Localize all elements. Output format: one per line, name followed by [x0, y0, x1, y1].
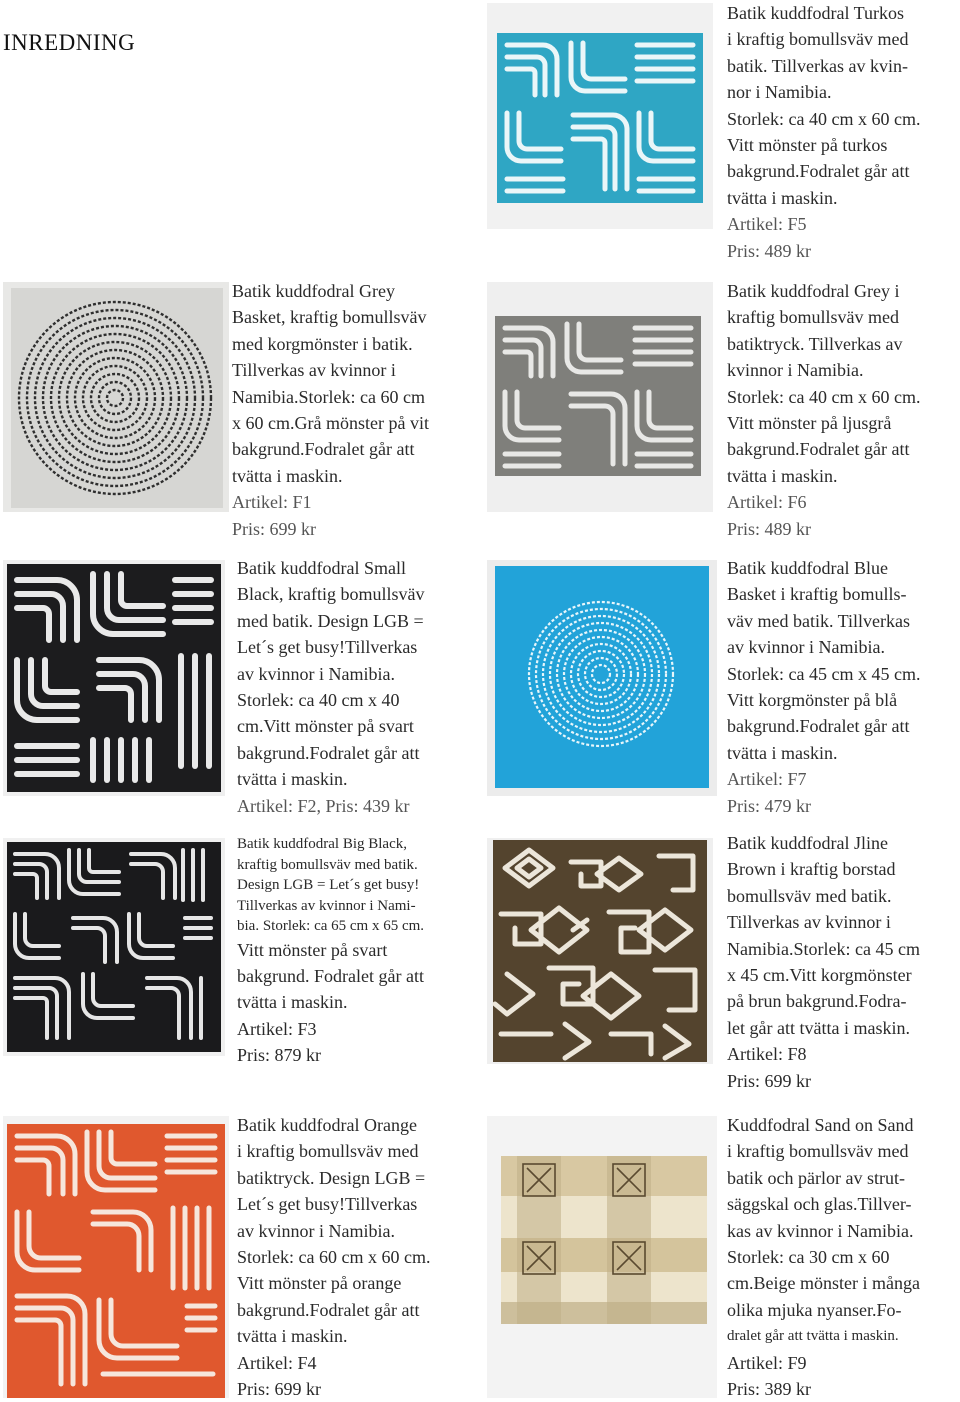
description-line: bakgrund.Fodralet går att: [727, 716, 910, 737]
description-line: bomullsväv med batik.: [727, 885, 892, 906]
price: Pris: 389 kr: [727, 1379, 812, 1400]
description-line: bakgrund.Fodralet går att: [232, 439, 415, 460]
sand-on-sand-cushion-graphic: [487, 1116, 717, 1398]
description-line: i kraftig bomullsväv med: [727, 1141, 909, 1162]
description-line: Batik kuddfodral Small: [237, 558, 406, 578]
article-and-price: Artikel: F2, Pris: 439 kr: [237, 795, 410, 816]
description-line: tvätta i maskin.: [232, 465, 343, 486]
description-line: Brown i kraftig borstad: [727, 859, 896, 880]
product-f3-description: [237, 834, 424, 1069]
description-line: nor i Namibia.: [727, 82, 832, 103]
description-line: Namibia.Storlek: ca 45 cm: [727, 938, 920, 959]
price: Pris: 479 kr: [727, 795, 812, 816]
description-line: tvätta i maskin.: [237, 992, 348, 1013]
description-line: bakgrund.Fodralet går att: [727, 439, 910, 460]
description-line: Batik kuddfodral Orange: [237, 1115, 417, 1135]
article-number: Artikel: F9: [727, 1352, 807, 1373]
description-line: batik och pärlor av strut-: [727, 1167, 905, 1188]
description-line: kvinnor i Namibia.: [727, 360, 864, 381]
big-black-cushion-image: [3, 838, 225, 1056]
price: Pris: 489 kr: [727, 240, 812, 261]
description-line: Tillverkas av kvinnor i: [727, 912, 891, 933]
description-line: Vitt korgmönster på blå: [727, 690, 898, 711]
product-f8-description: [727, 830, 920, 1094]
description-line: batik. Tillverkas av kvin-: [727, 55, 908, 76]
price: Pris: 699 kr: [727, 1070, 812, 1091]
article-number: Artikel: F6: [727, 492, 807, 513]
description-line: Storlek: ca 40 cm x 40: [237, 690, 400, 711]
turquoise-cushion-image: [487, 3, 713, 229]
price: Pris: 879 kr: [237, 1045, 322, 1066]
description-line: Vitt mönster på svart: [237, 939, 388, 960]
price: Pris: 489 kr: [727, 518, 812, 539]
description-line: let går att tvätta i maskin.: [727, 1017, 910, 1038]
sand-on-sand-cushion-image: [487, 1116, 717, 1398]
description-line: tvätta i maskin.: [727, 465, 838, 486]
description-line: bia. Storlek: ca 65 cm x 65 cm.: [237, 918, 425, 934]
description-line: olika mjuka nyanser.Fo-: [727, 1299, 902, 1320]
description-line: av kvinnor i Namibia.: [727, 637, 885, 658]
description-line: Let´s get busy!Tillverkas: [237, 1194, 418, 1215]
jline-brown-cushion-image: [487, 838, 713, 1064]
product-f2-description: [237, 555, 424, 819]
description-line: av kvinnor i Namibia.: [237, 1220, 395, 1241]
description-line: Tillverkas av kvinnor i Nami-: [237, 897, 416, 914]
description-line: Vitt mönster på orange: [237, 1273, 402, 1294]
description-line: bakgrund. Fodralet går att: [237, 965, 424, 986]
description-line: Storlek: ca 45 cm x 45 cm.: [727, 663, 921, 684]
description-line: batiktryck. Tillverkas av: [727, 333, 903, 354]
description-line: kraftig bomullsväv med batik.: [237, 856, 418, 873]
description-line: Batik kuddfodral Jline: [727, 833, 888, 853]
description-line: bakgrund.Fodralet går att: [237, 1299, 420, 1320]
description-line: cm.Beige mönster i många: [727, 1273, 920, 1294]
description-line: x 60 cm.Grå mönster på vit: [232, 413, 429, 434]
description-line: tvätta i maskin.: [727, 742, 838, 763]
product-f1-description: [232, 278, 429, 542]
description-line: Design LGB = Let´s get busy!: [237, 877, 420, 893]
description-line: Basket i kraftig bomulls-: [727, 584, 907, 605]
product-f4-description: [237, 1112, 430, 1402]
turquoise-cushion-graphic: [487, 3, 713, 229]
description-line: x 45 cm.Vitt korgmönster: [727, 965, 912, 986]
jline-brown-cushion-graphic: [487, 838, 713, 1064]
description-line: Batik kuddfodral Turkos: [727, 3, 905, 23]
description-line: tvätta i maskin.: [237, 1326, 348, 1347]
description-line: dralet går att tvätta i maskin.: [727, 1328, 899, 1345]
product-f7-description: [727, 555, 920, 819]
description-line: i kraftig bomullsväv med: [727, 29, 909, 50]
description-line: Batik kuddfodral Big Black,: [237, 836, 407, 852]
article-number: Artikel: F3: [237, 1018, 317, 1039]
description-line: med korgmönster i batik.: [232, 333, 413, 354]
description-line: bakgrund.Fodralet går att: [237, 742, 420, 763]
description-line: kas av kvinnor i Namibia.: [727, 1220, 914, 1241]
description-line: Storlek: ca 40 cm x 60 cm.: [727, 108, 921, 129]
description-line: med batik. Design LGB =: [237, 610, 424, 631]
grey-basket-cushion-image: [3, 282, 229, 512]
description-line: Storlek: ca 30 cm x 60: [727, 1247, 890, 1268]
product-f5-description: [727, 0, 920, 264]
description-line: säggskal och glas.Tillver-: [727, 1194, 912, 1215]
description-line: batiktryck. Design LGB =: [237, 1167, 426, 1188]
product-f6-description: [727, 278, 920, 542]
description-line: Storlek: ca 60 cm x 60 cm.: [237, 1247, 431, 1268]
description-line: Namibia.Storlek: ca 60 cm: [232, 386, 425, 407]
page-title: INREDNING: [3, 30, 136, 55]
description-line: tvätta i maskin.: [237, 769, 348, 790]
grey-cushion-graphic: [487, 282, 713, 512]
description-line: Kuddfodral Sand on Sand: [727, 1115, 914, 1135]
description-line: Black, kraftig bomullsväv: [237, 584, 425, 605]
price: Pris: 699 kr: [232, 518, 317, 539]
orange-cushion-graphic: [3, 1116, 229, 1398]
description-line: Vitt mönster på ljusgrå: [727, 413, 892, 434]
description-line: av kvinnor i Namibia.: [237, 663, 395, 684]
description-line: Vitt mönster på turkos: [727, 135, 888, 156]
article-number: Artikel: F8: [727, 1044, 807, 1065]
description-line: Storlek: ca 40 cm x 60 cm.: [727, 386, 921, 407]
article-number: Artikel: F4: [237, 1352, 317, 1373]
article-number: Artikel: F5: [727, 214, 807, 235]
description-line: tvätta i maskin.: [727, 187, 838, 208]
description-line: Batik kuddfodral Blue: [727, 558, 888, 578]
description-line: i kraftig bomullsväv med: [237, 1141, 419, 1162]
description-line: Basket, kraftig bomullsväv: [232, 307, 427, 328]
description-line: Let´s get busy!Tillverkas: [237, 637, 418, 658]
small-black-cushion-image: [3, 560, 225, 796]
description-line: Batik kuddfodral Grey i: [727, 281, 900, 301]
article-number: Artikel: F1: [232, 492, 312, 513]
product-f9-description: [727, 1112, 920, 1402]
description-line: kraftig bomullsväv med: [727, 307, 899, 328]
description-line: Tillverkas av kvinnor i: [232, 360, 396, 381]
description-line: bakgrund.Fodralet går att: [727, 161, 910, 182]
description-line: väv med batik. Tillverkas: [727, 610, 910, 631]
small-black-cushion-graphic: [3, 560, 225, 796]
grey-cushion-image: [487, 282, 713, 512]
article-number: Artikel: F7: [727, 769, 807, 790]
grey-basket-cushion-graphic: [3, 282, 229, 512]
blue-basket-cushion-image: [487, 560, 717, 796]
description-line: på brun bakgrund.Fodra-: [727, 991, 907, 1012]
description-line: cm.Vitt mönster på svart: [237, 716, 414, 737]
blue-basket-cushion-graphic: [487, 560, 717, 796]
orange-cushion-image: [3, 1116, 229, 1398]
description-line: Batik kuddfodral Grey: [232, 281, 395, 301]
big-black-cushion-graphic: [3, 838, 225, 1056]
price: Pris: 699 kr: [237, 1379, 322, 1400]
